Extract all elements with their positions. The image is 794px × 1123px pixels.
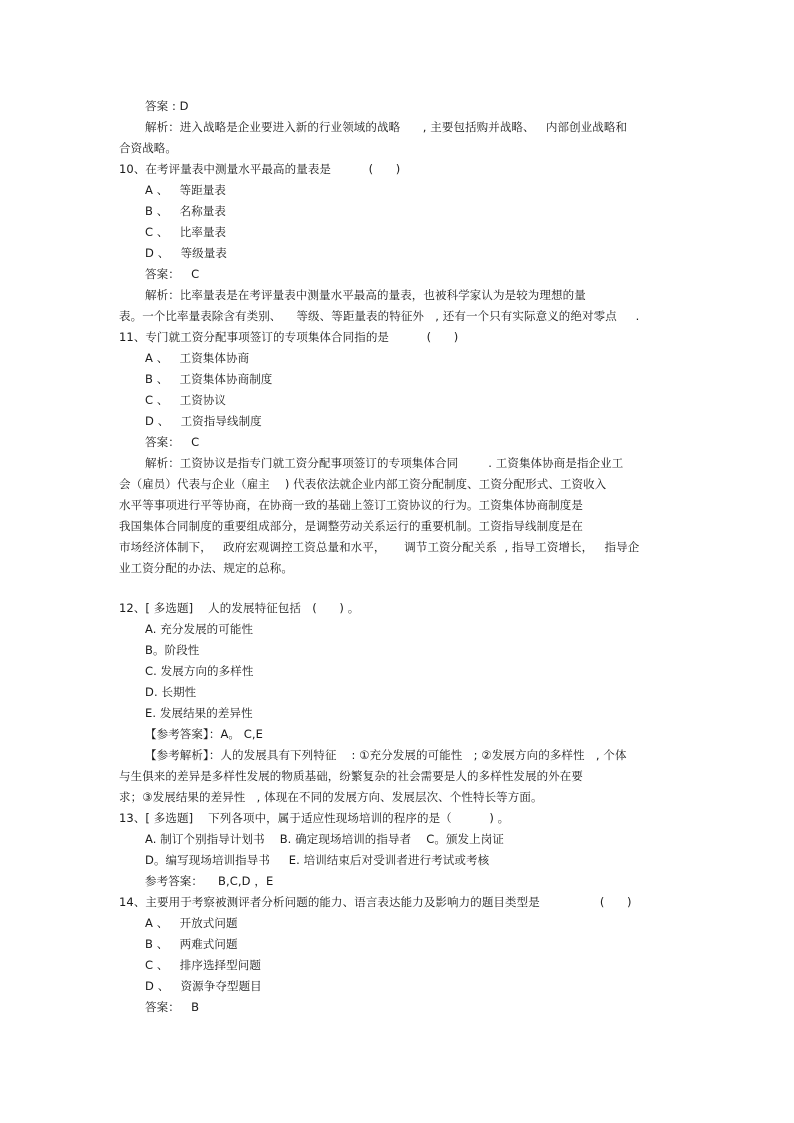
answer-12: 【参考答案】：A。 C,E [145,727,264,741]
question-14: 14、主要用于考察被测评者分析问题的能力、语言表达能力及影响力的题目类型是 ( ) [119,895,632,909]
answer-10: 答案： C [145,267,200,281]
question-10-option-d: D 、 等级量表 [145,246,227,260]
explanation-11-line-6: 业工资分配的办法、规定的总称。 [119,561,293,575]
question-11-option-d: D 、 工资指导线制度 [145,414,262,428]
answer-9: 答案 : D [145,99,189,113]
question-10-option-c: C 、 比率量表 [145,225,227,239]
answer-11: 答案： C [145,435,200,449]
explanation-12-line-1: 【参考解析】：人的发展具有下列特征 : ①充分发展的可能性 ; ②发展方向的多样性 , 个体 [145,748,627,762]
question-12-option-c: C. 发展方向的多样性 [145,664,254,678]
question-12-option-d: D. 长期性 [145,685,197,699]
explanation-11-line-1: 解析：工资协议是指专门就工资分配事项签订的专项集体合同 . 工资集体协商是指企业工 [145,456,624,470]
question-12-option-a: A. 充分发展的可能性 [145,622,254,636]
question-10-option-a: A 、 等距量表 [145,183,226,197]
explanation-10-line-2: 表。一个比率量表除含有类别、 等级、等距量表的特征外 , 还有一个只有实际意义的绝对零点 . [119,309,640,323]
explanation-11-line-3: 水平等事项进行平等协商，在协商一致的基础上签订工资协议的行为。工资集体协商制度是 [119,498,583,512]
question-14-option-c: C 、 排序选择型问题 [145,958,261,972]
question-12-option-e: E. 发展结果的差异性 [145,706,253,720]
question-12: 12、[ 多选题] 人的发展特征包括 ( ) 。 [119,601,360,615]
question-13-options-row-2: D。编写现场培训指导书 E. 培训结束后对受训者进行考试或考核 [145,853,490,867]
answer-13: 参考答案： B,C,D ，E [145,874,274,888]
question-14-option-a: A 、 开放式问题 [145,916,238,930]
explanation-11-line-2: 会（雇员）代表与企业（雇主 ) 代表依法就企业内部工资分配制度、工资分配形式、工资收入 [119,477,607,491]
explanation-12-line-3: 求；③发展结果的差异性 , 体现在不同的发展方向、发展层次、个性特长等方面。 [119,790,543,804]
question-11: 11、专门就工资分配事项签订的专项集体合同指的是 ( ) [119,330,459,344]
question-10: 10、在考评量表中测量水平最高的量表是 ( ) [119,162,401,176]
answer-14: 答案： B [145,1000,200,1014]
question-14-option-b: B 、 两难式问题 [145,937,238,951]
explanation-10-line-1: 解析：比率量表是在考评量表中测量水平最高的量表，也被科学家认为是较为理想的量 [145,288,586,302]
question-14-option-d: D 、 资源争夺型题目 [145,979,262,993]
question-13: 13、[ 多选题] 下列各项中，属于适应性现场培训的程序的是（ ) 。 [119,811,510,825]
question-10-option-b: B 、 名称量表 [145,204,227,218]
question-12-option-b: B。阶段性 [145,643,200,657]
explanation-12-line-2: 与生俱来的差异是多样性发展的物质基础，纷繁复杂的社会需要是人的多样性发展的外在要 [119,769,583,783]
explanation-11-line-5: 市场经济体制下， 政府宏观调控工资总量和水平， 调节工资分配关系 , 指导工资增长， 指导企 [119,540,640,554]
question-11-option-c: C 、 工资协议 [145,393,227,407]
question-11-option-a: A 、 工资集体协商 [145,351,250,365]
explanation-11-line-4: 我国集体合同制度的重要组成部分，是调整劳动关系运行的重要机制。工资指导线制度是在 [119,519,583,533]
question-13-options-row-1: A. 制订个别指导计划书 B. 确定现场培训的指导者 C。颁发上岗证 [145,832,504,846]
explanation-9-line-1: 解析：进入战略是企业要进入新的行业领域的战略 , 主要包括购并战略、 内部创业战略和 [145,120,628,134]
explanation-9-line-2: 合资战略。 [119,141,177,155]
question-11-option-b: B 、 工资集体协商制度 [145,372,273,386]
